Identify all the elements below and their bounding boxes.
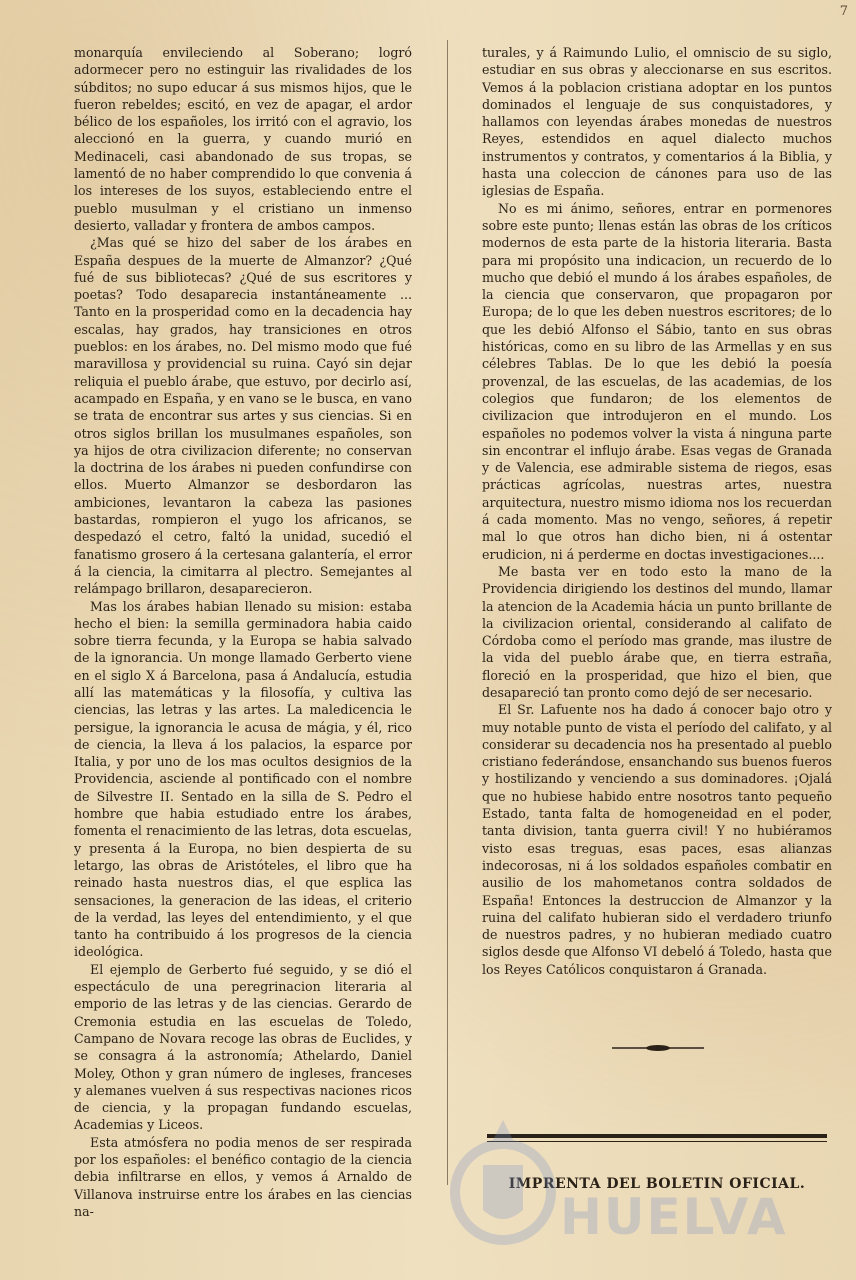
paragraph: Me basta ver en todo esto la mano de la Providencia dirigiendo los destinos del mundo, llamar la atencion de la Academia hácia un punto brillante de la civilizacion oriental, considerando al califato de Córdoba como el período mas grande, mas ilustre de la vida del pueblo árabe que, en tierra estraña, floreció en la prosperidad, que hizo el bien, que desapareció tan pronto como dejó de ser necesario.: [482, 563, 832, 700]
right-column: [482, 44, 832, 978]
paragraph: ¿Mas qué se hizo del saber de los árabes en España despues de la muerte de Almanzor? ¿Qué fué de sus bibliotecas? ¿Qué de sus escritores y poetas? Todo desaparecia instantáneamente ... Tanto en la prosperidad como en la decadencia hay escalas, hay grados, hay transiciones en otros pueblos: en los árabes, no. Del mismo modo que fué maravillosa y providencial su ruina. Cayó sin dejar reliquia el pueblo árabe, que estuvo, por decirlo así, acampado en España, y en vano se le busca, en vano se trata de encontrar sus artes y sus ciencias. Si en otros siglos brillan los musulmanes españoles, son ya hijos de otra civilizacion diferente; no conservan la doctrina de los árabes ni pueden confundirse con ellos. Muerto Almanzor se desbordaron las ambiciones, levantaron la cabeza las pasiones bastardas, rompieron el yugo los africanos, se despedazó el cetro, faltó la unidad, sucedió el fanatismo grosero á la certesana galantería, el error á la ciencia, la cimitarra al plectro. Semejantes al relámpago brillaron, desaparecieron.: [74, 235, 412, 597]
paragraph: monarquía envileciendo al Soberano; logró adormecer pero no estinguir las rivalidades de los súbditos; no supo educar á sus mismos hijos, que le fueron rebeldes; escitó, en vez de apagar, el ardor bélico de los españoles, los irritó con el agravio, los aleccionó en la guerra, y cuando murió en Medinaceli, casi abandonado de sus tropas, se lamentó de no haber comprendido lo que convenia á los intereses de los suyos, estableciendo entre el pueblo musulman y el cristiano un inmenso desierto, valladar y frontera de ambos campos.: [74, 45, 412, 233]
left-column: [74, 44, 412, 1220]
imprint-line: IMPRENTA DEL BOLETIN OFICIAL.: [508, 1176, 806, 1192]
paragraph: El ejemplo de Gerberto fué seguido, y se dió el espectáculo de una peregrinacion literaria al emporio de las letras y de las ciencias. Gerardo de Cremonia estudia en las escuelas de Toledo, Campano de Novara recoge las obras de Euclides, y se consagra á la astronomía; Athelardo, Daniel Moley, Othon y gran número de ingleses, franceses y alemanes vuelven á sus respectivas naciones ricos de ciencia, y la propagan fundando escuelas, Academias y Liceos.: [74, 961, 412, 1133]
end-rule-thick: [487, 1134, 827, 1138]
ornament-divider: [612, 1044, 704, 1052]
end-rule-thin: [487, 1141, 827, 1142]
page-number: 7: [839, 4, 848, 19]
paragraph: Esta atmósfera no podia menos de ser respirada por los españoles: el benéfico contagio de la ciencia debia infiltrarse en ellos, y vemos á Arnaldo de Villanova instruirse entre los árabes en las ciencias na-: [74, 1134, 412, 1219]
column-divider: [447, 40, 448, 1185]
crest-icon: [448, 1080, 558, 1270]
paragraph: Mas los árabes habian llenado su mision: estaba hecho el bien: la semilla germinadora habia caido sobre tierra fecunda, y la Europa se habia salvado de la ignorancia. Un monge llamado Gerberto viene en el siglo X á Barcelona, pasa á Andalucía, estudia allí las matemáticas y la filosofía, y cultiva las ciencias, las letras y las artes. La maledicencia le persigue, la ignorancia le acusa de mágia, y él, rico de ciencia, la lleva á los palacios, la esparce por Italia, y por uno de los mas ocultos designios de la Providencia, asciende al pontificado con el nombre de Silvestre II. Sentado en la silla de S. Pedro el hombre que habia estudiado entre los árabes, fomenta el renacimiento de las letras, dota escuelas, y presenta á la Europa, no bien despierta de su letargo, las obras de Aristóteles, el libro que ha reinado hasta nuestros dias, el que esplica las sensaciones, la generacion de las ideas, el criterio de la verdad, las leyes del entendimiento, y el que tanto ha contribuido á los progresos de la ciencia ideológica.: [74, 598, 412, 960]
paragraph: No es mi ánimo, señores, entrar en pormenores sobre este punto; llenas están las obras de los críticos modernos de esta parte de la historia literaria. Basta para mi propósito una indicacion, un recuerdo de lo mucho que debió el mundo á los árabes españoles, de la ciencia que conservaron, que propagaron por Europa; de lo que les deben nuestros escritores; de lo que les debió Alfonso el Sábio, tanto en sus obras históricas, como en su libro de las Armellas y en sus célebres Tablas. De lo que les debió la poesía provenzal, de las escuelas, de las academias, de los colegios que fundaron; de los elementos de civilizacion que introdujeron en el mundo. Los españoles no podemos volver la vista á ninguna parte sin encontrar el influjo árabe. Esas vegas de Granada y de Valencia, ese admirable sistema de riegos, esas prácticas agrícolas, nuestras artes, nuestra arquitectura, nuestro mismo idioma nos los recuerdan á cada momento. Mas no vengo, señores, á repetir mal lo que otros han dicho bien, ni á ostentar erudicion, ni á perderme en doctas investigaciones....: [482, 200, 832, 562]
paragraph: turales, y á Raimundo Lulio, el omniscio de su siglo, estudiar en sus obras y aleccionarse en sus escritos. Vemos á la poblacion cristiana adoptar en los puntos dominados el lenguaje de sus conquistadores, y hallamos con leyendas árabes monedas de nuestros Reyes, estendidos en aquel dialecto muchos instrumentos y contratos, y comentarios á la Biblia, y hasta una coleccion de cánones para uso de las iglesias de España.: [482, 45, 832, 199]
watermark-text: HUELVA: [560, 1188, 788, 1246]
paragraph: El Sr. Lafuente nos ha dado á conocer bajo otro y muy notable punto de vista el período del califato, y al considerar su decadencia nos ha presentado al pueblo cristiano federándose, ensanchando sus buenos fueros y hostilizando y venciendo a sus dominadores. ¡Ojalá que no hubiese habido entre nosotros tanto pequeño Estado, tanta falta de homogeneidad en el poder, tanta division, tanta guerra civil! Y no hubiéramos visto esas treguas, esas paces, esas alianzas indecorosas, ni á los soldados españoles combatir en ausilio de los mahometanos contra soldados de España! Entonces la destruccion de Almanzor y la ruina del califato hubieran sido el verdadero triunfo de nuestros padres, y no hubieran mediado cuatro siglos desde que Alfonso VI debeló á Toledo, hasta que los Reyes Católicos conquistaron á Granada.: [482, 702, 832, 977]
